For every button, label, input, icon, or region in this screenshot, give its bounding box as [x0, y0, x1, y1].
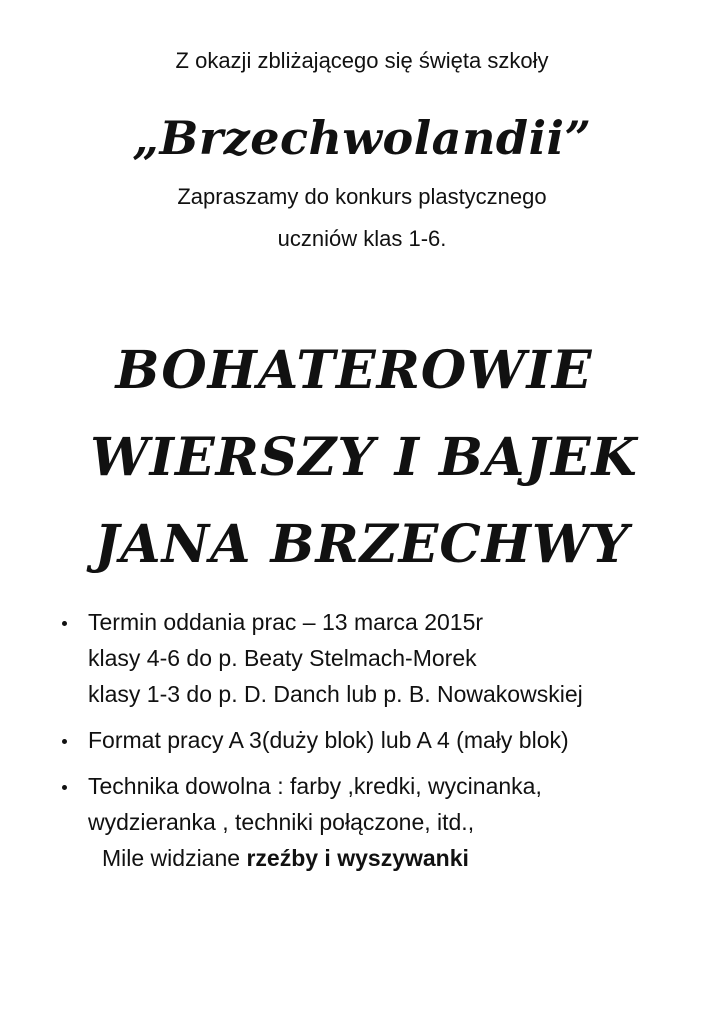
technique-text: Technika dowolna : farby ,kredki, wycinanka, [88, 773, 542, 799]
intro-text: Z okazji zbliżającego się święta szkoły [175, 48, 549, 73]
technique-text-continued: wydzieranka , techniki połączone, itd., [88, 809, 475, 835]
welcome-note [88, 840, 700, 876]
rules-list [60, 604, 700, 886]
bullet-icon [62, 621, 67, 626]
contest-title-line-1: BOHATEROWIE [115, 340, 593, 401]
bullet-icon [62, 739, 67, 744]
welcome-note-prefix: Mile widziane [102, 845, 247, 871]
contest-title-line-3: JANA BRZECHWY [94, 514, 630, 575]
contest-title-line-2: WIERSZY I BAJEK [90, 427, 638, 488]
welcome-note-sculptures: rzeźby i [246, 845, 338, 871]
classes-text: uczniów klas 1-6. [277, 226, 447, 251]
bullet-icon [62, 785, 67, 790]
list-item-format [60, 722, 700, 758]
deadline-classes-1-3: klasy 1-3 do p. D. Danch lub p. B. Nowakowskiej [88, 681, 583, 707]
welcome-note-embroidery: wyszywanki [337, 845, 469, 871]
deadline-text: Termin oddania prac – 13 marca 2015r [88, 609, 484, 635]
invite-text: Zapraszamy do konkurs plastycznego [177, 184, 547, 209]
list-item-deadline [60, 604, 700, 712]
list-item-technique [60, 768, 700, 876]
format-text: Format pracy A 3(duży blok) lub A 4 (mały blok) [88, 727, 569, 753]
deadline-classes-4-6: klasy 4-6 do p. Beaty Stelmach-Morek [88, 645, 477, 671]
school-name: „Brzechwolandii” [132, 111, 592, 165]
